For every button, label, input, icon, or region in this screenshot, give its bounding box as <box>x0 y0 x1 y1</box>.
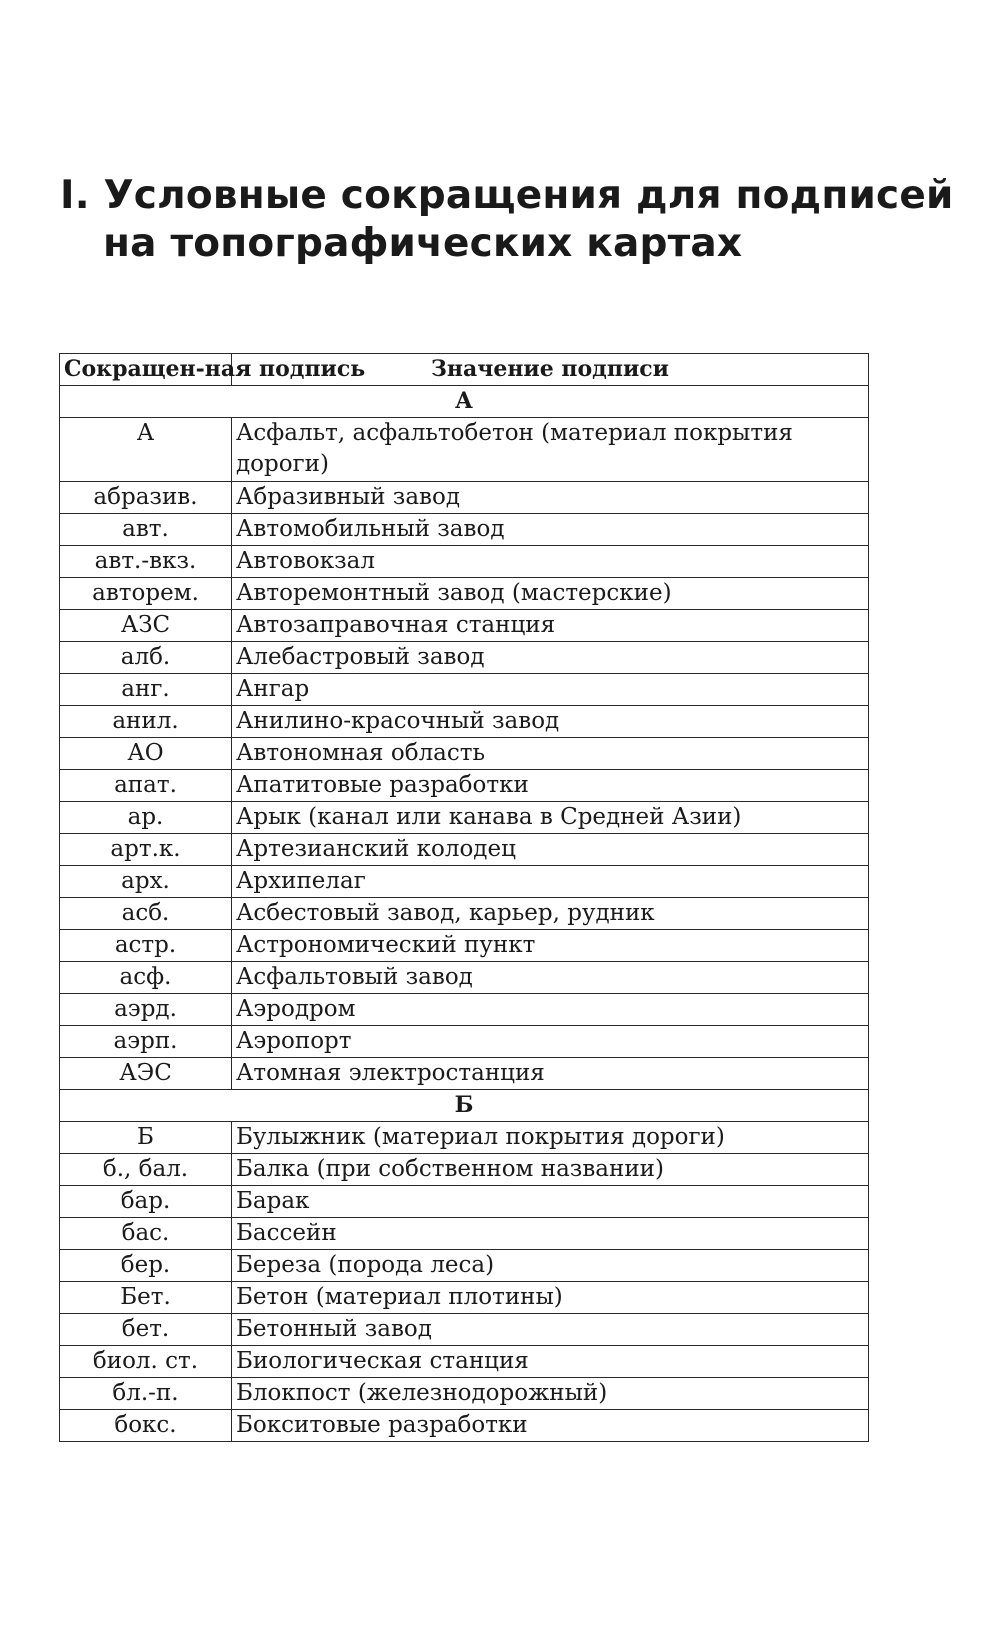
abbreviation-cell: астр. <box>60 930 232 962</box>
meaning-cell: Арык (канал или канава в Средней Азии) <box>232 802 869 834</box>
abbreviations-table <box>59 353 869 1442</box>
column-header-abbreviation: Сокращен-ная подпись <box>60 354 232 386</box>
table-row <box>60 930 869 962</box>
meaning-cell: Автономная область <box>232 738 869 770</box>
meaning-cell: Артезианский колодец <box>232 834 869 866</box>
section-letter: А <box>60 386 869 418</box>
abbreviation-cell: А <box>60 418 232 482</box>
abbreviation-cell: б., бал. <box>60 1154 232 1186</box>
meaning-cell: Бетон (материал плотины) <box>232 1282 869 1314</box>
abbreviation-cell: арт.к. <box>60 834 232 866</box>
meaning-cell: Алебастровый завод <box>232 642 869 674</box>
meaning-cell: Балка (при собственном названии) <box>232 1154 869 1186</box>
table-row <box>60 770 869 802</box>
abbreviation-cell: Бет. <box>60 1282 232 1314</box>
meaning-cell: Бассейн <box>232 1218 869 1250</box>
table-row <box>60 706 869 738</box>
meaning-cell: Астрономический пункт <box>232 930 869 962</box>
meaning-cell: Автозаправочная станция <box>232 610 869 642</box>
abbreviation-cell: алб. <box>60 642 232 674</box>
table-row <box>60 1250 869 1282</box>
meaning-cell: Абразивный завод <box>232 482 869 514</box>
page-title-line-1: I. Условные сокращения для подписей <box>60 173 954 218</box>
abbreviation-cell: бас. <box>60 1218 232 1250</box>
abbreviation-cell: бл.-п. <box>60 1378 232 1410</box>
meaning-cell: Ангар <box>232 674 869 706</box>
abbreviation-cell: бет. <box>60 1314 232 1346</box>
abbreviation-cell: абразив. <box>60 482 232 514</box>
abbreviation-cell: асб. <box>60 898 232 930</box>
table-row <box>60 898 869 930</box>
table-row <box>60 482 869 514</box>
abbreviation-cell: апат. <box>60 770 232 802</box>
section-letter: Б <box>60 1090 869 1122</box>
meaning-cell: Береза (порода леса) <box>232 1250 869 1282</box>
table-row <box>60 1410 869 1442</box>
abbreviation-cell: биол. ст. <box>60 1346 232 1378</box>
abbreviation-cell: анг. <box>60 674 232 706</box>
abbreviation-cell: авт.-вкз. <box>60 546 232 578</box>
abbreviation-cell: Б <box>60 1122 232 1154</box>
meaning-cell: Биологическая станция <box>232 1346 869 1378</box>
table-row <box>60 962 869 994</box>
table-row <box>60 578 869 610</box>
page-title <box>60 172 954 268</box>
meaning-cell: Бокситовые разработки <box>232 1410 869 1442</box>
meaning-cell: Асфальт, асфальтобетон (материал покрытия дороги) <box>232 418 869 482</box>
meaning-cell: Асбестовый завод, карьер, рудник <box>232 898 869 930</box>
table-row <box>60 866 869 898</box>
abbreviation-cell: аэрп. <box>60 1026 232 1058</box>
abbreviation-cell: авторем. <box>60 578 232 610</box>
page-title-line-2: на топографических картах <box>103 221 743 266</box>
table-body <box>60 386 869 1442</box>
table-row <box>60 1026 869 1058</box>
table-row <box>60 418 869 482</box>
meaning-cell: Блокпост (железнодорожный) <box>232 1378 869 1410</box>
meaning-cell: Асфальтовый завод <box>232 962 869 994</box>
table-row <box>60 546 869 578</box>
abbreviation-cell: авт. <box>60 514 232 546</box>
abbreviation-cell: бер. <box>60 1250 232 1282</box>
meaning-cell: Архипелаг <box>232 866 869 898</box>
table-row <box>60 994 869 1026</box>
meaning-cell: Булыжник (материал покрытия дороги) <box>232 1122 869 1154</box>
table-row <box>60 514 869 546</box>
table-row <box>60 1186 869 1218</box>
abbreviation-cell: бокс. <box>60 1410 232 1442</box>
section-header-row <box>60 1090 869 1122</box>
abbreviation-cell: асф. <box>60 962 232 994</box>
meaning-cell: Аэродром <box>232 994 869 1026</box>
abbreviation-cell: бар. <box>60 1186 232 1218</box>
table-row <box>60 834 869 866</box>
table-row <box>60 1314 869 1346</box>
abbreviation-cell: ар. <box>60 802 232 834</box>
table-row <box>60 1282 869 1314</box>
table-row <box>60 1058 869 1090</box>
abbreviation-cell: АЭС <box>60 1058 232 1090</box>
table-row <box>60 1218 869 1250</box>
table-row <box>60 802 869 834</box>
column-header-meaning: Значение подписи <box>232 354 869 386</box>
abbreviation-cell: аэрд. <box>60 994 232 1026</box>
meaning-cell: Авторемонтный завод (мастерские) <box>232 578 869 610</box>
table-row <box>60 674 869 706</box>
abbreviation-cell: арх. <box>60 866 232 898</box>
meaning-cell: Автовокзал <box>232 546 869 578</box>
meaning-cell: Атомная электростанция <box>232 1058 869 1090</box>
section-header-row <box>60 386 869 418</box>
meaning-cell: Бетонный завод <box>232 1314 869 1346</box>
abbreviation-cell: АЗС <box>60 610 232 642</box>
abbreviation-cell: анил. <box>60 706 232 738</box>
meaning-cell: Автомобильный завод <box>232 514 869 546</box>
table-row <box>60 1122 869 1154</box>
meaning-cell: Апатитовые разработки <box>232 770 869 802</box>
table-row <box>60 642 869 674</box>
table-row <box>60 1154 869 1186</box>
table-row <box>60 1346 869 1378</box>
table-row <box>60 1378 869 1410</box>
table-row <box>60 738 869 770</box>
table-row <box>60 610 869 642</box>
abbreviation-cell: АО <box>60 738 232 770</box>
meaning-cell: Барак <box>232 1186 869 1218</box>
meaning-cell: Аэропорт <box>232 1026 869 1058</box>
meaning-cell: Анилино-красочный завод <box>232 706 869 738</box>
table-header-row <box>60 354 869 386</box>
